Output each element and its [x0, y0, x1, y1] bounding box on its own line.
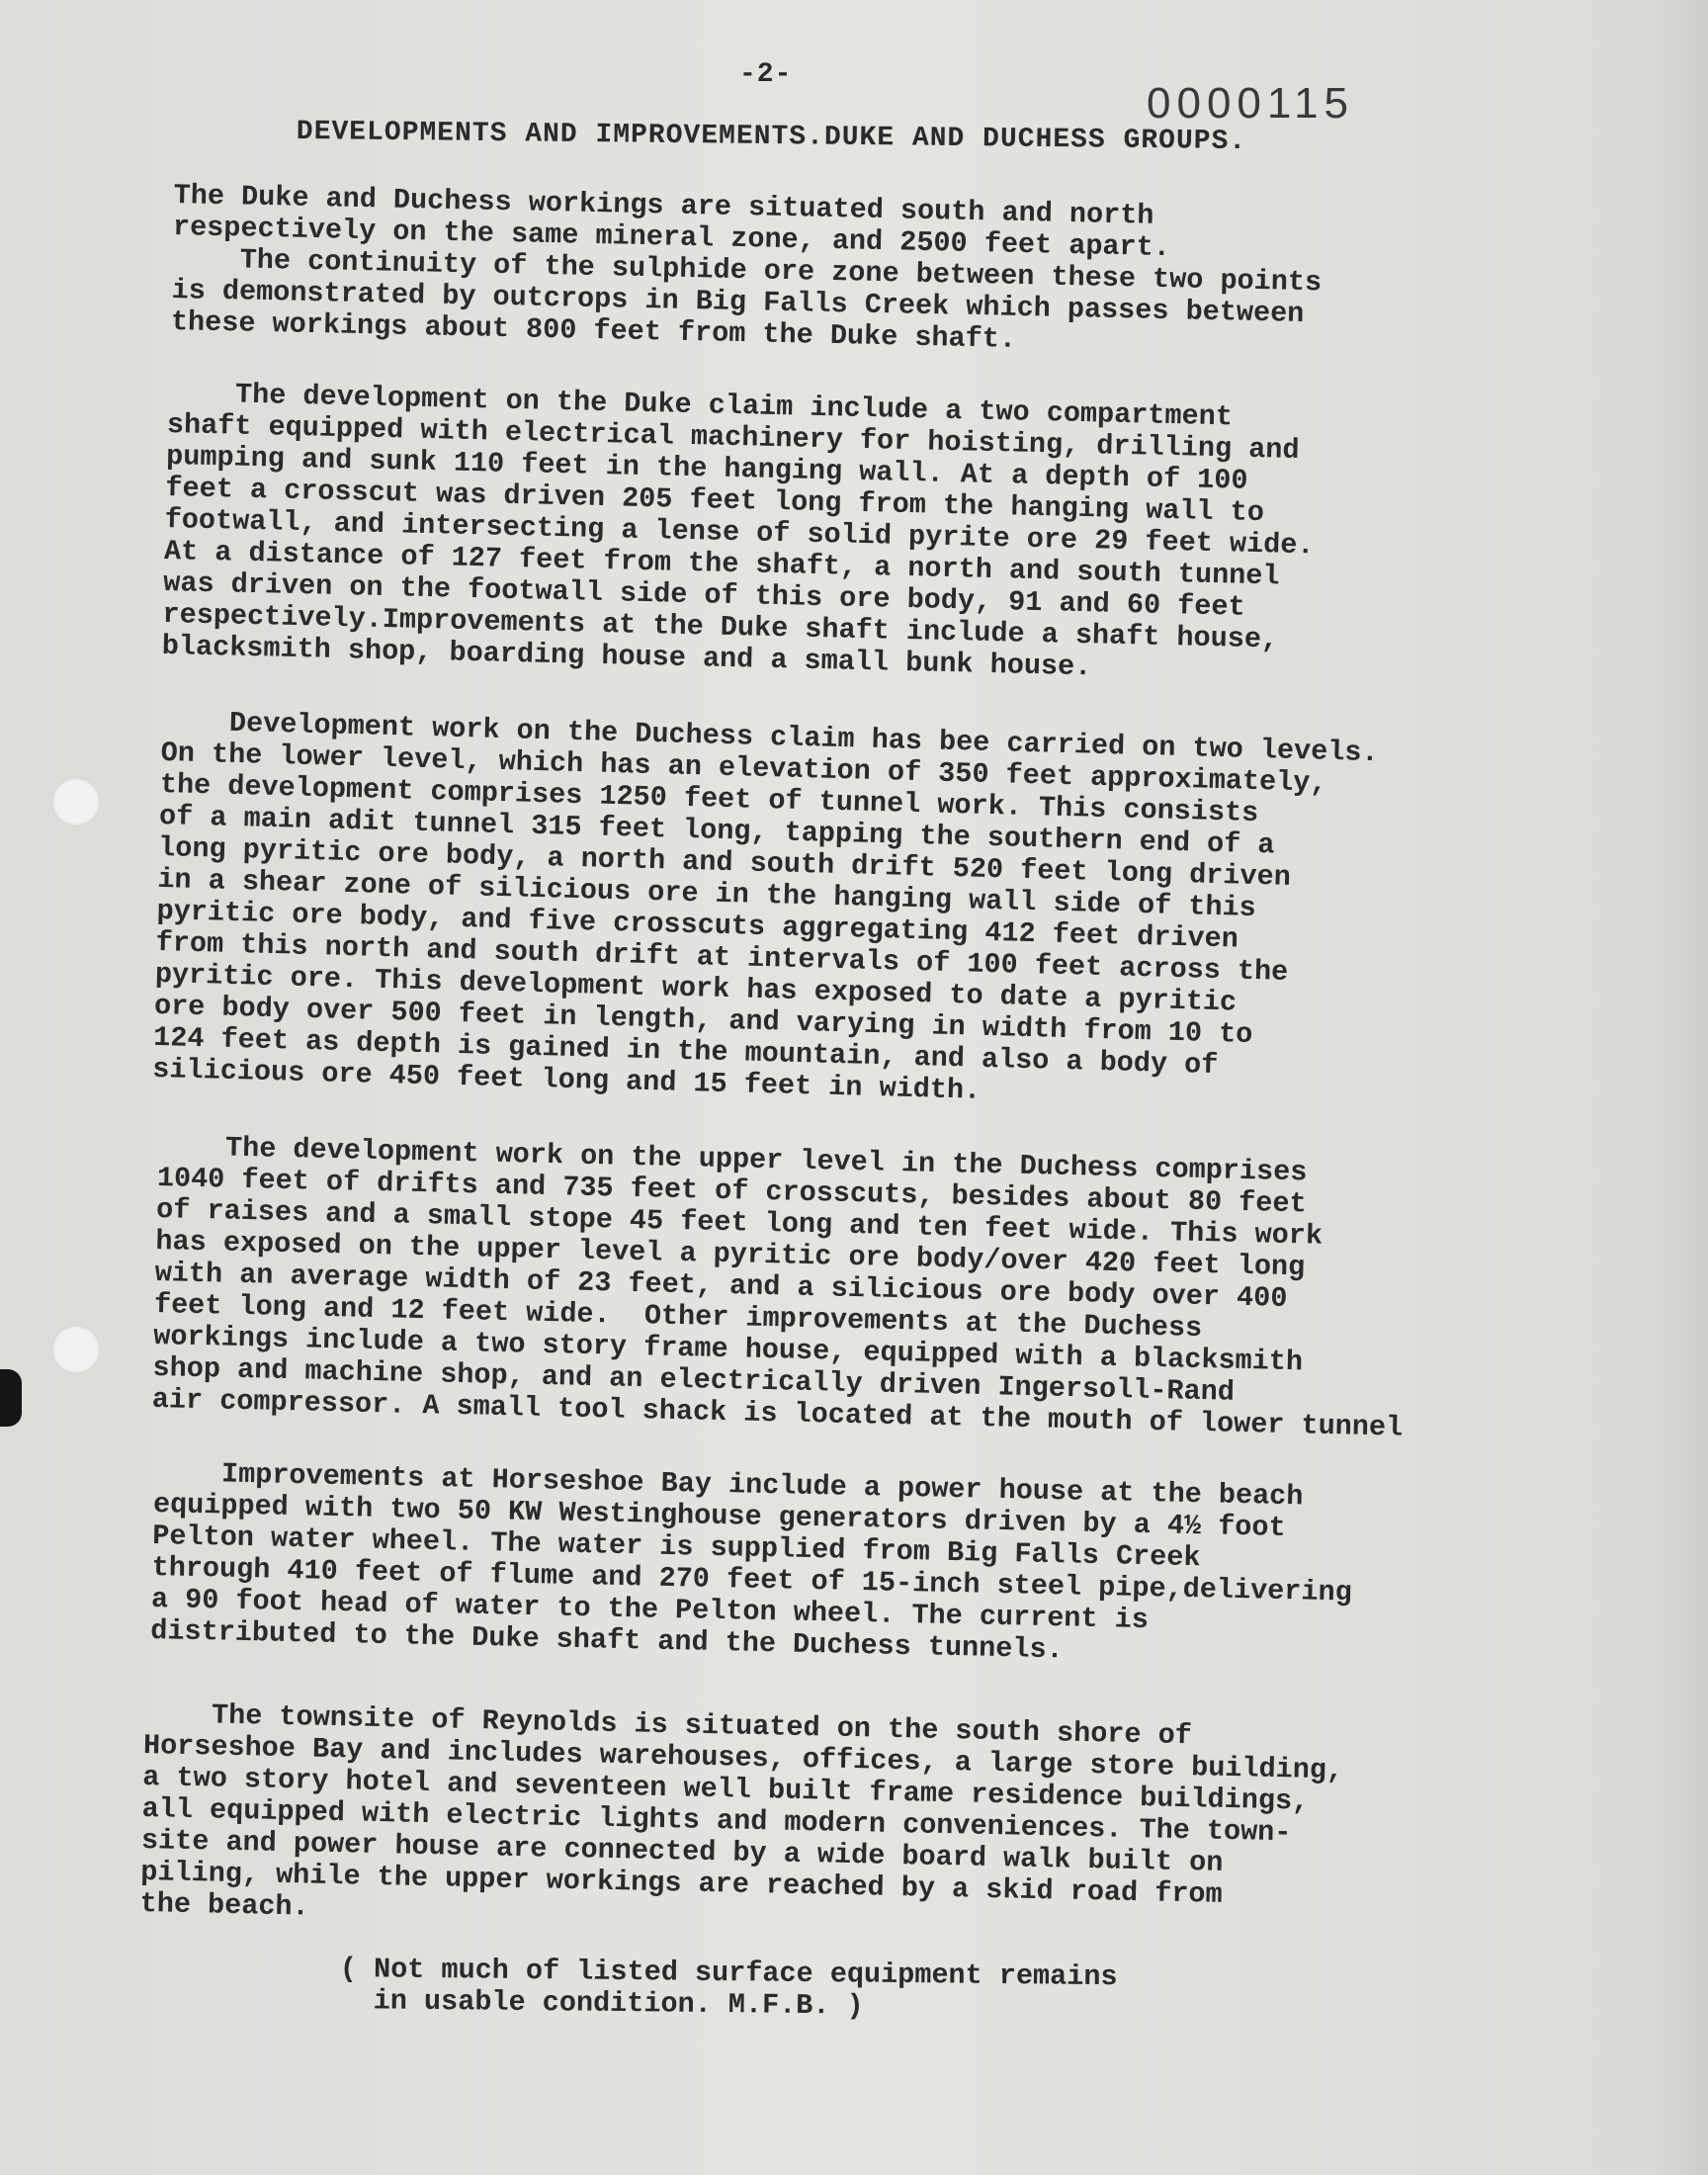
- paragraph-location: The Duke and Duchess workings are situated south and north respectively on the same mineral zone, and 2500 feet apart. The continuity of the sulphide ore zone between these two points is demonstrated by outcrops in Big Falls Creek which passes between these workings about 800 feet from the Duke shaft.: [170, 179, 1323, 356]
- paragraph-townsite: The townsite of Reynolds is situated on the south shore of Horseshoe Bay and includes warehouses, offices, a large store building, a two story hotel and seventeen well built frame residence buildings, all equipped with electric lights and modern conveniences. The town- site and power house are connected by a wide board walk built on piling, while the upper workings are reached by a skid road from the beach.: [139, 1697, 1344, 1924]
- paragraph-duke-development: The development on the Duke claim include a two compartment shaft equipped with electrical machinery for hoisting, drilling and pumping and sunk 110 feet in the hanging wall. At a depth of 100 feet a crosscut was driven 205 feet long from the hanging wall to footwall, and intersecting a lense of solid pyrite ore 29 feet wide. At a distance of 127 feet from the shaft, a north and south tunnel was driven on the footwall side of this ore body, 91 and 60 feet respectively.Improvements at the Duke shaft include a shaft house, blacksmith shop, boarding house and a small bunk house.: [161, 377, 1315, 684]
- document-id-stamp: 0000115: [1147, 79, 1355, 128]
- paragraph-horseshoe-bay: Improvements at Horseshoe Bay include a power house at the beach equipped with two 50 KW Westinghouse generators driven by a 4½ foot Pelton water wheel. The water is supplied from Big Falls Creek through 410 feet of flume and 270 feet of 15-inch steel pipe,delivering a 90 foot head of water to the Pelton wheel. The current is distributed to the Duke shaft and the Duchess tunnels.: [149, 1456, 1353, 1667]
- handwritten-note: ( Not much of listed surface equipment remains in usable condition. M.F.B. ): [339, 1953, 1118, 2023]
- paragraph-duchess-upper-level: The development work on the upper level in the Duchess comprises 1040 feet of drifts and 735 feet of crosscuts, besides about 80 feet of raises and a small stope 45 feet long and ten feet wide. This work has exposed on the upper level a pyritic ore body/over 420 feet long with an average width of 23 feet, and a silicious ore body over 400 feet long and 12 feet wide. Other improvements at the Duchess workings include a two story frame house, equipped with a blacksmith shop and machine shop, and an electrically driven Ingersoll-Rand air compressor. A small tool shack is located at the mouth of lower tunnel: [151, 1130, 1404, 1444]
- punch-hole-upper: [51, 777, 101, 826]
- paragraph-duchess-lower-level: Development work on the Duchess claim has bee carried on two levels. On the lower level, which has an elevation of 350 feet approximately, the development comprises 1250 feet of tunnel work. This consists of a main adit tunnel 315 feet long, tapping the southern end of a long pyritic ore body, a north and south drift 520 feet long driven in a shear zone of silicious ore in the hanging wall side of this pyritic ore body, and five crosscuts aggregating 412 feet driven from this north and south drift at intervals of 100 feet across the pyritic ore. This development work has exposed to date a pyritic ore body over 500 feet in length, and varying in width from 10 to 124 feet as depth is gained in the mountain, and also a body of silicious ore 450 feet long and 15 feet in width.: [151, 705, 1380, 1107]
- page-title: DEVELOPMENTS AND IMPROVEMENTS.DUKE AND DUCHESS GROUPS.: [296, 117, 1247, 158]
- ink-blot-mark: [0, 1369, 22, 1427]
- page-edge-shadow: [1649, 0, 1708, 2175]
- page-number: -2-: [739, 59, 793, 90]
- punch-hole-lower: [51, 1325, 101, 1374]
